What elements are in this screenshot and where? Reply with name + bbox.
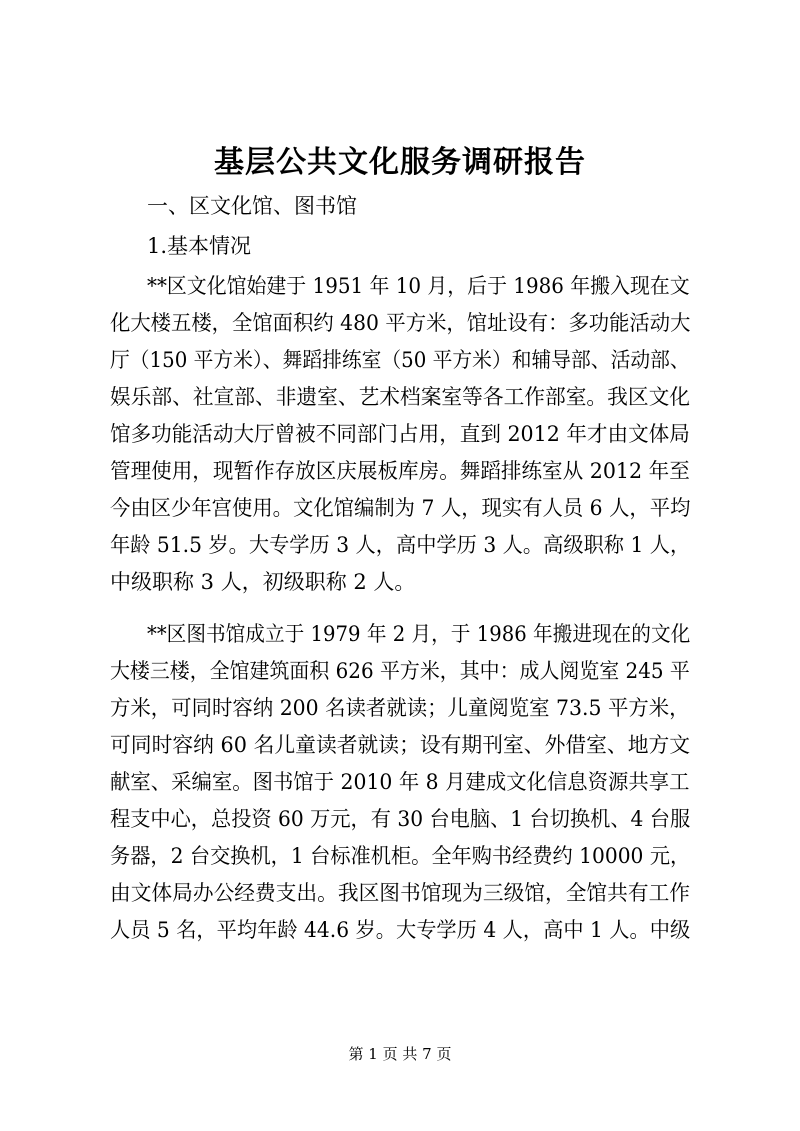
paragraph-1-line: **区文化馆始建于 1951 年 10 月，后于 1986 年搬入现在文 [147, 274, 690, 298]
paragraph-2-line: 人员 5 名，平均年龄 44.6 岁。大专学历 4 人，高中 1 人。中级 [110, 918, 691, 942]
paragraph-2-line: 可同时容纳 60 名儿童读者就读；设有期刊室、外借室、地方文 [110, 733, 691, 757]
paragraph-2-line: 程支中心，总投资 60 万元，有 30 台电脑、1 台切换机、4 台服 [110, 807, 691, 831]
subsection-heading: 1.基本情况 [147, 234, 252, 258]
paragraph-1-line: 馆多功能活动大厅曾被不同部门占用，直到 2012 年才由文体局 [110, 422, 690, 446]
paragraph-1-line: 厅（150 平方米）、舞蹈排练室（50 平方米）和辅导部、活动部、 [110, 348, 690, 372]
paragraph-1-line: 中级职称 3 人，初级职称 2 人。 [110, 570, 416, 594]
paragraph-2-line: **区图书馆成立于 1979 年 2 月，于 1986 年搬进现在的文化 [147, 622, 691, 646]
paragraph-2-line: 务器，2 台交换机，1 台标准机柜。全年购书经费约 10000 元， [110, 844, 691, 868]
paragraph-1-line: 管理使用，现暂作存放区庆展板库房。舞蹈排练室从 2012 年至 [110, 459, 690, 483]
paragraph-1-line: 今由区少年宫使用。文化馆编制为 7 人，现实有人员 6 人，平均 [110, 496, 691, 520]
paragraph-1-line: 娱乐部、社宣部、非遗室、艺术档案室等各工作部室。我区文化 [110, 385, 690, 409]
paragraph-1-line: 化大楼五楼，全馆面积约 480 平方米，馆址设有：多功能活动大 [110, 311, 691, 335]
document-title: 基层公共文化服务调研报告 [214, 145, 586, 180]
page-number-footer: 第 1 页 共 7 页 [348, 1045, 452, 1063]
paragraph-2-line: 大楼三楼，全馆建筑面积 626 平方米，其中：成人阅览室 245 平 [110, 659, 690, 683]
paragraph-2-line: 由文体局办公经费支出。我区图书馆现为三级馆，全馆共有工作 [110, 881, 690, 905]
paragraph-2-line: 方米，可同时容纳 200 名读者就读；儿童阅览室 73.5 平方米， [110, 696, 690, 720]
paragraph-2-line: 献室、采编室。图书馆于 2010 年 8 月建成文化信息资源共享工 [110, 770, 690, 794]
section-heading: 一、区文化馆、图书馆 [147, 194, 357, 218]
paragraph-1-line: 年龄 51.5 岁。大专学历 3 人，高中学历 3 人。高级职称 1 人， [110, 533, 691, 557]
